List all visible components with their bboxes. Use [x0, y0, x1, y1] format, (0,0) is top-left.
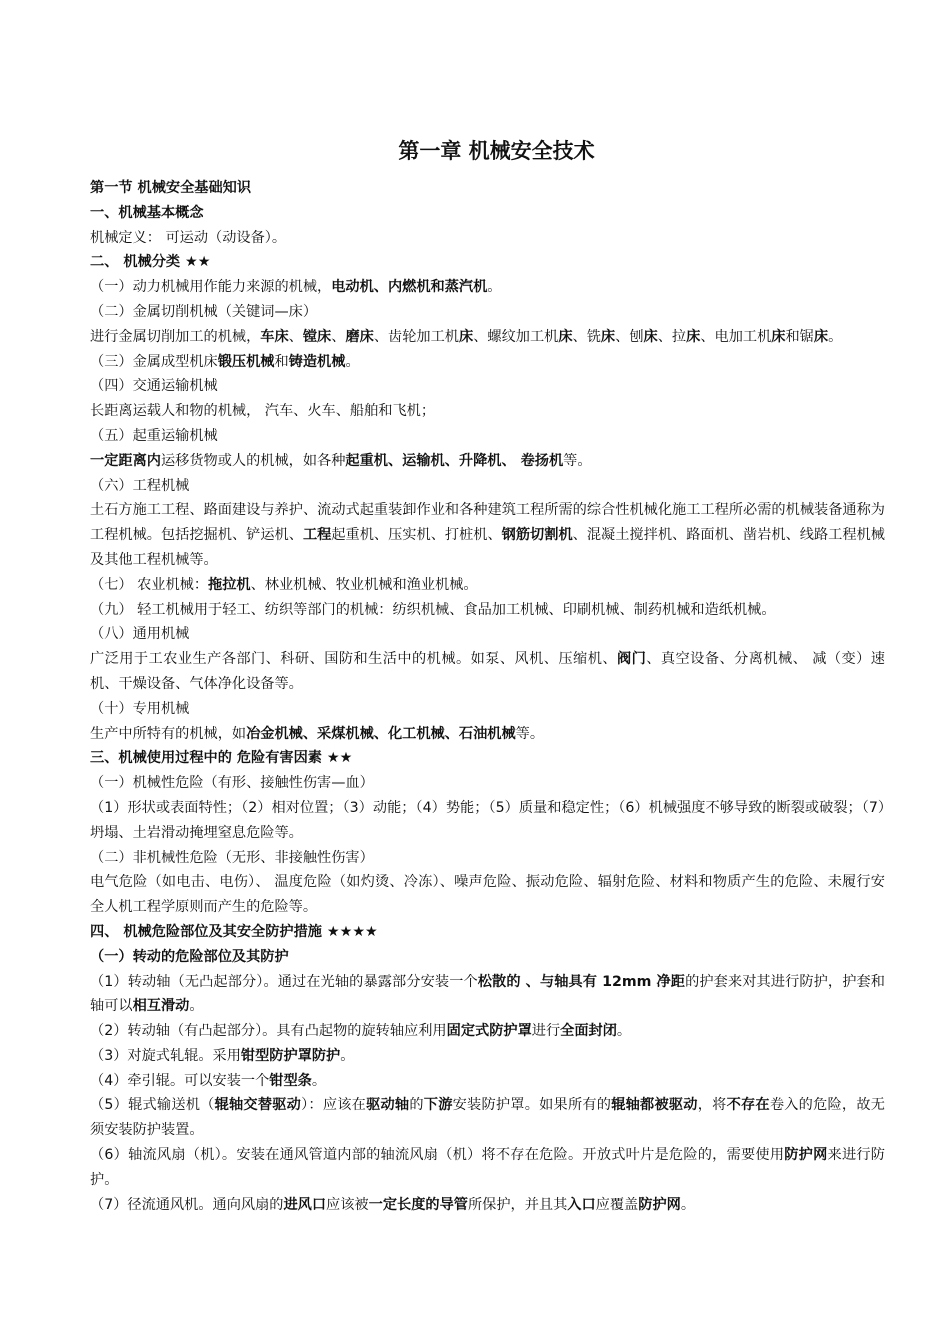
- class-1: （一）动力机械用作能力来源的机械，电动机、内燃机和蒸汽机。: [90, 279, 502, 296]
- class-3: （三）金属成型机床锻压机械和铸造机械。: [90, 353, 360, 370]
- item-1: （1）转动轴（无凸起部分）。通过在光轴的暴露部分安装一个松散的 、与轴具有 12mm 净距的护套来对其进行防护，护套和轴可以相互滑动。: [90, 973, 885, 1015]
- class-4-heading: （四）交通运输机械: [90, 378, 218, 395]
- item-3: （3）对旋式轧辊。采用钳型防护罩防护。: [90, 1047, 355, 1064]
- item-7: （7）径流通风机。通向风扇的进风口应该被一定长度的导管所保护，并且其入口应覆盖防护网。: [90, 1196, 696, 1213]
- item-6: （6）轴流风扇（机）。安装在通风管道内部的轴流风扇（机）将不存在危险。开放式叶片是危险的，需要使用防护网来进行防护。: [90, 1147, 885, 1188]
- class-10-heading: （十）专用机械: [90, 700, 190, 717]
- heading-1: 一、机械基本概念: [90, 204, 204, 221]
- class-5-heading: （五）起重运输机械: [90, 427, 218, 444]
- item-4: （4）牵引辊。可以安装一个钳型条。: [90, 1072, 327, 1089]
- section-heading: 第一节 机械安全基础知识: [90, 180, 252, 196]
- mechanical-hazard-paragraph: （1）形状或表面特性；（2）相对位置；（3）动能；（4）势能；（5）质量和稳定性；（6）机械强度不够导致的断裂或破裂；（7）坍塌、土岩滑动掩埋窒息危险等。: [90, 799, 885, 841]
- mechanical-hazard-heading: （一）机械性危险（有形、接触性伤害—血）: [90, 775, 374, 792]
- class-9: （九） 轻工机械用于轻工、纺织等部门的机械：纺织机械、食品加工机械、印刷机械、制药机械和造纸机械。: [90, 601, 776, 618]
- class-6-paragraph: 土石方施工工程、路面建设与养护、流动式起重装卸作业和各种建筑工程所需的综合性机械化施工工程所必需的机械装备通称为工程机械。包括挖掘机、铲运机、工程起重机、压实机、打桩机、钢筋切割机、混凝土搅拌机、路面机、凿岩机、线路工程机械及其他工程机械等。: [90, 502, 885, 568]
- class-8-paragraph: 广泛用于工农业生产各部门、科研、国防和生活中的机械。如泵、风机、压缩机、阀门、真空设备、分离机械、 减（变）速机、干燥设备、气体净化设备等。: [90, 651, 885, 692]
- non-mechanical-hazard-heading: （二）非机械性危险（无形、非接触性伤害）: [90, 849, 374, 866]
- non-mechanical-hazard-paragraph: 电气危险（如电击、电伤）、 温度危险（如灼烫、冷冻）、噪声危险、振动危险、辐射危险、材料和物质产生的危险、未履行安全人机工程学原则而产生的危险等。: [90, 874, 885, 916]
- class-10-paragraph: 生产中所特有的机械，如冶金机械、采煤机械、化工机械、石油机械等。: [90, 725, 545, 742]
- heading-2: 二、 机械分类 ★★: [90, 254, 211, 271]
- rotating-parts-heading: （一）转动的危险部位及其防护: [90, 948, 289, 965]
- class-7: （七） 农业机械：拖拉机、林业机械、牧业机械和渔业机械。: [90, 576, 478, 593]
- class-4-paragraph: 长距离运载人和物的机械， 汽车、火车、船舶和飞机；: [90, 403, 436, 420]
- machine-definition: 机械定义： 可运动（动设备）。: [90, 229, 287, 246]
- item-5: （5）辊式输送机（辊轴交替驱动）：应该在驱动轴的下游安装防护罩。如果所有的辊轴都被驱动，将不存在卷入的危险，故无须安装防护装置。: [90, 1097, 885, 1139]
- document-page: [90, 131, 885, 1217]
- heading-3: 三、机械使用过程中的 危险有害因素 ★★: [90, 750, 353, 767]
- class-5-paragraph: 一定距离内运移货物或人的机械，如各种起重机、运输机、升降机、 卷扬机等。: [90, 452, 592, 469]
- class-2-paragraph: 进行金属切削加工的机械，车床、镗床、磨床、齿轮加工机床、螺纹加工机床、铣床、刨床、拉床、电加工机床和锯床。: [90, 328, 843, 345]
- item-2: （2）转动轴（有凸起部分）。具有凸起物的旋转轴应利用固定式防护罩进行全面封闭。: [90, 1023, 632, 1040]
- class-2-heading: （二）金属切削机械（关键词—床）: [90, 303, 318, 320]
- class-8-heading: （八）通用机械: [90, 626, 190, 643]
- class-6-heading: （六）工程机械: [90, 477, 190, 494]
- heading-4: 四、 机械危险部位及其安全防护措施 ★★★★: [90, 923, 378, 940]
- chapter-title: 第一章 机械安全技术: [398, 139, 595, 163]
